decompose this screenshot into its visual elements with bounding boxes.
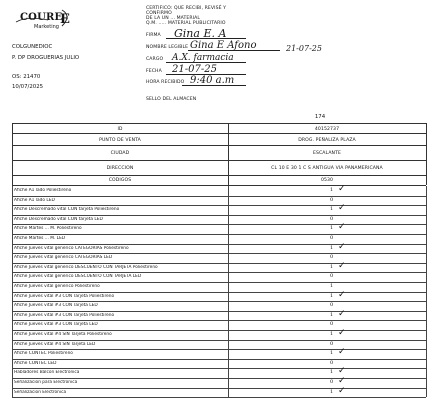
logo-letter: E xyxy=(60,12,71,27)
item-quantity: 0 xyxy=(330,321,334,327)
table-row-divider xyxy=(12,330,426,331)
item-label: Afiche Jueves vital generico DESCUENTO CON TARJETA Poliestireno xyxy=(14,265,158,270)
check-mark-icon: ✓ xyxy=(338,376,346,386)
item-quantity: 0 xyxy=(330,273,334,279)
table-row-divider xyxy=(12,272,426,273)
item-label: Afiche Jueves vital generico CATEGORIAS LED xyxy=(14,255,113,260)
table-row-divider xyxy=(12,263,426,264)
item-quantity: 1 xyxy=(330,369,334,375)
item-label: Afiche Jueves vital generico CATEGORIAS Poliestireno xyxy=(14,246,129,251)
item-label: Afiche Jueves vital #3 CON Tarjeta Poliestireno xyxy=(14,294,115,299)
check-mark-icon: ✓ xyxy=(338,261,346,271)
codigos-value: 0530 xyxy=(320,178,334,183)
table-row-divider xyxy=(12,378,426,379)
item-quantity: 0 xyxy=(330,341,334,347)
item-quantity: 1 xyxy=(330,312,334,318)
item-quantity: 0 xyxy=(330,360,334,366)
direccion-label: DIRECCION xyxy=(106,166,134,171)
ciudad-label: CIUDAD xyxy=(110,151,130,156)
table-column-divider xyxy=(228,186,229,397)
item-quantity: 1 xyxy=(330,283,334,289)
table-row-divider xyxy=(12,397,426,398)
header-number: 174 xyxy=(314,114,326,120)
check-mark-icon: ✓ xyxy=(338,386,346,396)
left-info-line1: COLGUNEDIOC xyxy=(12,44,53,50)
item-quantity: 1 xyxy=(330,264,334,270)
item-quantity: 0 xyxy=(330,216,334,222)
cert-line-4: Q.M. ..... MATERIAL PUBLICITARIO xyxy=(146,21,226,26)
check-mark-icon: ✓ xyxy=(338,184,346,194)
item-quantity: 1 xyxy=(330,389,334,395)
table-row-divider xyxy=(12,311,426,312)
item-label: Afiche Descremado vital CON tarjeta LED xyxy=(14,217,103,222)
table-row-divider xyxy=(12,215,426,216)
cargo-label: CARGO xyxy=(146,57,164,62)
cert-line-3: DE LA UN ... MATERIAL xyxy=(146,16,201,21)
item-label: Afiche CONTEC LED xyxy=(14,361,57,366)
item-label: Afiche Martes ... M. Poliestireno xyxy=(14,226,82,231)
check-mark-icon: ✓ xyxy=(338,366,346,376)
item-label: Afiche Jueves vital #4 SIN Tarjeta Poliestireno xyxy=(14,332,112,337)
nombre-label: NOMBRE LEGIBLE xyxy=(146,45,189,50)
logo-subtitle: Marketing xyxy=(34,24,59,30)
item-quantity: 1 xyxy=(330,187,334,193)
check-mark-icon: ✓ xyxy=(338,309,346,319)
firma-label: FIRMA xyxy=(146,33,161,38)
table-row-divider xyxy=(12,359,426,360)
item-quantity: 1 xyxy=(330,245,334,251)
item-quantity: 0 xyxy=(330,235,334,241)
item-label: Afiche Martes ... M. LED xyxy=(14,236,66,241)
item-label: Señalizacion para Electronica xyxy=(14,380,78,385)
item-quantity: 1 xyxy=(330,206,334,212)
item-quantity: 0 xyxy=(330,254,334,260)
pdv-label: PUNTO DE VENTA xyxy=(99,138,141,143)
id-value: 40152737 xyxy=(314,127,340,132)
hora-label: HORA RECIBIDO xyxy=(146,80,185,85)
date-side-value: 21-07-25 xyxy=(286,44,322,53)
hora-value: 9:40 a.m xyxy=(190,75,235,86)
left-info-line2: P. DP DROGUERIAS JULIO xyxy=(12,55,80,61)
table-row-divider xyxy=(12,388,426,389)
item-quantity: 0 xyxy=(330,197,334,203)
item-label: Afiche Jueves vital #4 SIN Tarjeta LED xyxy=(14,342,96,347)
item-label: Señalizacion Electronica xyxy=(14,390,67,395)
check-mark-icon: ✓ xyxy=(338,347,346,357)
table-row-divider xyxy=(12,340,426,341)
item-label: Afiche Jueves vital #3 CON Tarjeta LED xyxy=(14,322,98,327)
item-label: Afiche Jueves vital generico Poliestireno xyxy=(14,284,100,289)
table-row-divider xyxy=(12,368,426,369)
table-column-divider xyxy=(426,186,427,397)
check-mark-icon: ✓ xyxy=(338,242,346,252)
table-row-divider xyxy=(12,196,426,197)
item-label: Afiche Jueves vital #3 CON Tarjeta LED xyxy=(14,303,98,308)
table-row-divider xyxy=(12,224,426,225)
item-quantity: 0 xyxy=(330,302,334,308)
cert-line-1: CERTIFICO: QUE RECIBI, REVISÉ Y xyxy=(146,6,227,11)
fecha-value: 21-07-25 xyxy=(172,64,217,75)
check-mark-icon: ✓ xyxy=(338,222,346,232)
item-quantity: 1 xyxy=(330,225,334,231)
ciudad-value: ESCALANTE xyxy=(312,151,342,156)
fecha-label: FECHA xyxy=(146,69,162,74)
id-label: ID xyxy=(117,127,123,132)
item-quantity: 1 xyxy=(330,350,334,356)
table-row-divider xyxy=(12,349,426,350)
table-row-divider xyxy=(12,234,426,235)
item-label: Afiche Descremado vital CON tarjeta Poliestireno xyxy=(14,207,120,212)
cargo-value: A.X. farmacia xyxy=(172,53,234,63)
item-label: Habladores Balcon Electronica xyxy=(14,370,80,375)
item-label: Afiche CONTEC Poliestireno xyxy=(14,351,73,356)
company-logo xyxy=(14,6,74,34)
name-value: Gina E Afono xyxy=(190,40,257,51)
signature: Gina E. A xyxy=(174,27,227,40)
table-row-divider xyxy=(12,292,426,293)
item-quantity: 1 xyxy=(330,293,334,299)
item-label: Afiche Jueves vital generico DESCUENTO CON TARJETA LED xyxy=(14,274,142,279)
pdv-value: DROG. PEÑALIZA PLAZA xyxy=(298,138,356,143)
item-label: Afiche Jueves vital #3 CON Tarjeta Poliestireno xyxy=(14,313,115,318)
item-quantity: 1 xyxy=(330,331,334,337)
logo-name: COURE xyxy=(20,12,63,23)
item-label: Afiche A1 lado LED xyxy=(14,198,55,203)
table-row-divider xyxy=(12,301,426,302)
table-row-divider xyxy=(12,282,426,283)
codigos-label: CODIGOS xyxy=(108,178,132,183)
direccion-value: CL 10 E 30 1 C S ANTIGUA VIA PANAMERICANA xyxy=(271,166,383,171)
table-row-divider xyxy=(12,244,426,245)
item-quantity: 0 xyxy=(330,379,334,385)
order-date: 10/07/2025 xyxy=(12,84,44,90)
check-mark-icon: ✓ xyxy=(338,328,346,338)
table-row-divider xyxy=(12,205,426,206)
table-row-divider xyxy=(12,253,426,254)
table-column-divider xyxy=(12,186,13,397)
cert-line-2: CONFIRMO xyxy=(146,11,172,16)
check-mark-icon: ✓ xyxy=(338,203,346,213)
item-label: Afiche A1 lado Poliestireno xyxy=(14,188,72,193)
order-code: OS: 21470 xyxy=(12,74,41,80)
table-row-divider xyxy=(12,320,426,321)
sello-label: SELLO DEL ALMACEN xyxy=(146,97,197,102)
check-mark-icon: ✓ xyxy=(338,290,346,300)
